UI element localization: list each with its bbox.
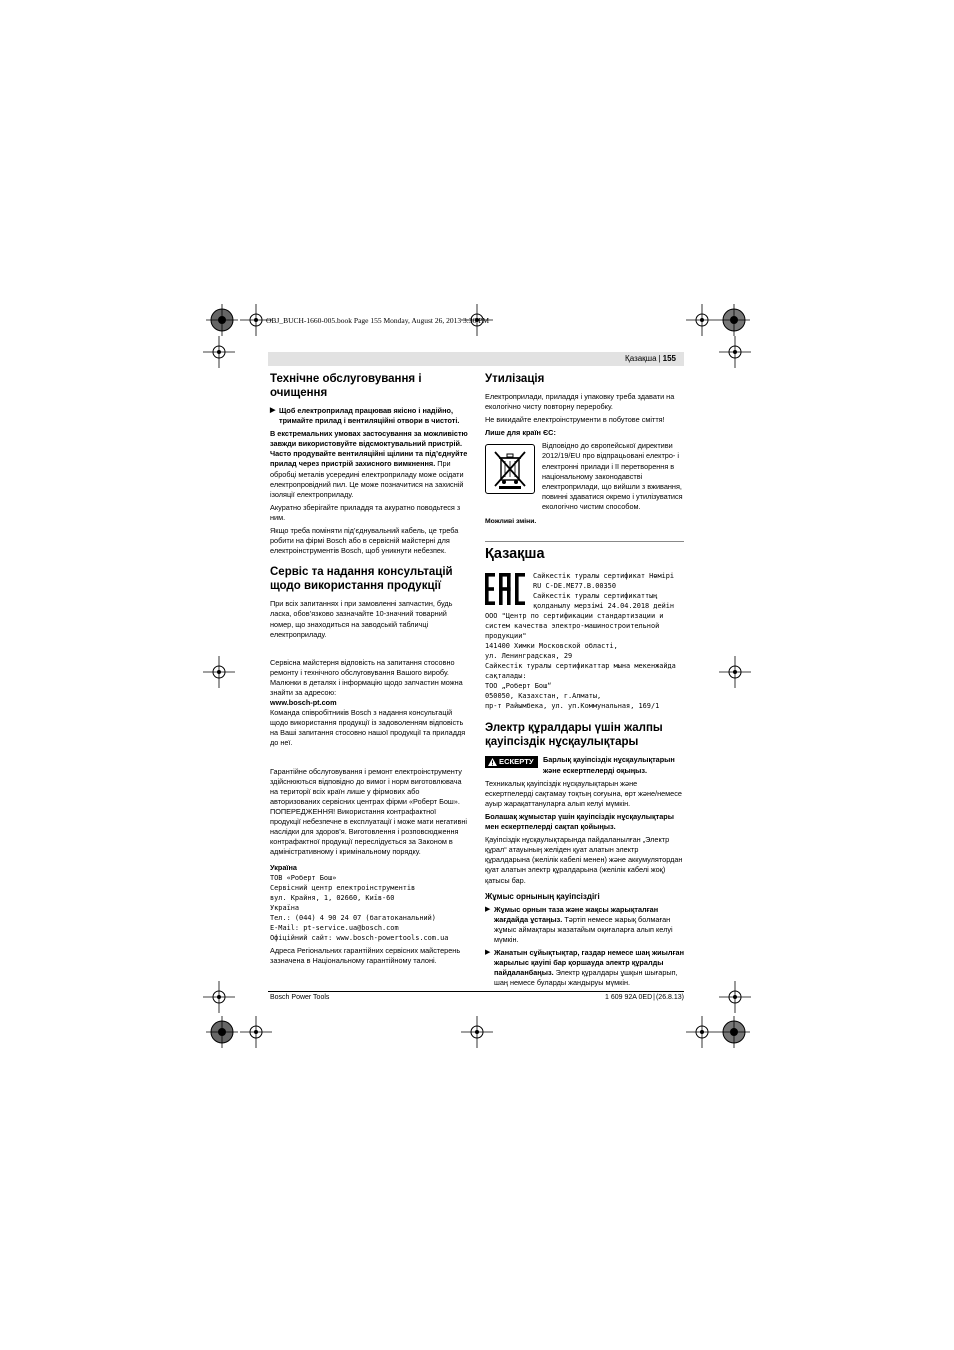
address-country: Україна: [270, 863, 297, 873]
bullet-1-rest: Тәртіп немесе жарық болмаған жұмыс аймақтары жазатайым оқиғаларға алып келуі мүмкін.: [494, 914, 673, 944]
eac-logo: [485, 573, 525, 605]
cert-line: RU C-DE.ME77.B.00350: [533, 582, 616, 591]
eu-only-label: Лише для країн ЄС:: [485, 428, 556, 438]
safety-title: Электр құралдары үшін жалпы қауіпсіздік нұсқаулықтары: [485, 722, 663, 749]
page-header: [268, 352, 684, 366]
crosshair-mark-upper-left: [203, 336, 235, 368]
footer-separator: |: [653, 994, 655, 1001]
maintenance-paragraph-1: [270, 429, 468, 500]
crosshair-mark-bottom-right: [686, 1016, 718, 1048]
section-divider: [485, 541, 684, 542]
address-line: ТОВ «Роберт Бош»: [270, 874, 337, 883]
registration-mark-bottom-left: [206, 1016, 238, 1048]
footer-date: (26.8.13): [655, 994, 684, 1001]
address-line: Тел.: (044) 4 90 24 07 (багатоканальний): [270, 914, 436, 923]
org-line: ул. Ленинградская, 29: [485, 652, 573, 661]
eu-directive-text: Відповідно до європейської директиви 2012/19/EU про відпрацьовані електро- і електронні прилади і її перетворення в національному законодавстві електроприлади, що вийшли з вживання, повинні здаватися окремо і утилізуватися екологічно чистим способом.: [542, 441, 683, 511]
safety-paragraph-2: Болашақ жұмыстар үшін қауіпсіздік нұсқаулықтары мен ескертпелерді сақтап қойыңыз.: [485, 811, 674, 832]
cert-line: Сайкестік туралы сертификат Нөмірі: [533, 572, 675, 581]
crosshair-mark-lower-left: [203, 981, 235, 1013]
crosshair-mark-lower-right: [719, 981, 751, 1013]
service-paragraph-5: Адреса Регіональних гарантійних сервісних майстерень зазначена в Національному гарантійному талоні.: [270, 946, 461, 966]
bullet-arrow-icon: ▶: [270, 407, 276, 414]
workplace-bullet-2: [485, 948, 684, 988]
maintenance-p1-rest: При обробці металів усередині електроприладу може осідати електропровідний пил. Це може позначитися на захисній ізоляції електроприладу.: [270, 459, 464, 499]
kazakh-section-title: Қазақша: [485, 546, 545, 563]
bullet-arrow-icon: ▶: [485, 905, 491, 913]
cert-line: Сайкестік туралы сертификаттың: [533, 592, 658, 601]
address-line: Сервісний центр електроінструментів: [270, 884, 416, 893]
org-line: 050050, Казахстан, г.Алматы,: [485, 692, 602, 701]
bullet-2-rest: Электр құралдары ұшқын шығарып, шаң немесе буларды жандыруы мүмкін.: [494, 968, 678, 988]
crosshair-mark-bottom-center: [461, 1016, 493, 1048]
bullet-1-bold: Жұмыс орнын таза және жақсы жарықталған жағдайда ұстаңыз.: [494, 904, 659, 924]
crosshair-mark-top-right: [686, 304, 718, 336]
left-column: [270, 372, 468, 970]
footer-rule: [268, 991, 684, 992]
crossed-bin-icon: [485, 444, 535, 494]
warning-text: Барлық қауіпсіздік нұсқаулықтарын және ескертпелерді оқыңыз.: [543, 755, 675, 775]
bullet-arrow-icon: ▶: [485, 949, 491, 957]
header-text: [625, 354, 676, 363]
org-line: ТОО „Роберт Бош“: [485, 682, 552, 691]
disposal-paragraph-1: Електроприлади, приладдя і упаковку треба здавати на екологічно чисту повторну переробку.: [485, 392, 675, 412]
print-info: OBJ_BUCH-1660-005.book Page 155 Monday, August 26, 2013 3:30 PM: [266, 316, 490, 325]
bullet-2-bold: Жанатын сұйықтықтар, газдар немесе шаң жиылған жарылыс қауіпі бар қоршауда электр құралды пайдаланбаңыз.: [494, 948, 685, 978]
right-column: [485, 372, 684, 991]
service-title: Сервіс та надання консультацій щодо використання продукції: [270, 566, 453, 593]
safety-paragraph-3: Қауіпсіздік нұсқаулықтарында пайдаланылған „Электр құрал“ атауының желіден қуат алатын электр құралдарына (желілік кабелі менен) және аккумулятордан қуат алатын электр құралдарына (желілік кабелі жоқ) қатысы бар.: [485, 835, 683, 885]
maintenance-paragraph-2: Акуратно зберігайте приладдя та акуратно поводьтеся з ним.: [270, 502, 461, 522]
changes-note: Можливі зміни.: [485, 518, 537, 526]
maintenance-paragraph-3: Якщо треба поміняти під’єднувальний кабель, це треба робити на фірмі Bosch або в сервісній майстерні для електроінструментів Bosch, щоб уникнути небезпек.: [270, 526, 459, 556]
disposal-paragraph-2: Не викидайте електроінструменти в побутове сміття!: [485, 415, 665, 425]
weee-block: [485, 441, 684, 513]
service-paragraph-4: Гарантійне обслуговування і ремонт електроінструменту здійснюються відповідно до вимог і норм виготовлювача на території всіх країн лише у фірмових або авторизованих сервісних центрах фірми «Роберт Бош». ПОПЕРЕДЖЕННЯ! Використання контрафактної продукції небезпечне в експлуатації і може мати негативні наслідки для здоров’я. Виготовлення і розповсюдження контрафактної продукції переслідується за Законом в адміністративному і кримінальному порядку.: [270, 766, 468, 857]
service-url-link[interactable]: www.bosch-pt.com: [270, 698, 337, 708]
header-language: Қазақша: [625, 354, 657, 363]
crosshair-mark-middle-left: [203, 656, 235, 688]
disposal-title: Утилізація: [485, 373, 545, 385]
org-line: ООО "Центр по сертификации стандартизации и систем качества электро-машиностроительной продукции": [485, 612, 664, 641]
warning-badge: [485, 756, 538, 768]
warning-row: [485, 755, 684, 775]
certificate-lines: [533, 571, 684, 611]
service-paragraph-2: [270, 658, 468, 749]
crosshair-mark-middle-right: [719, 656, 751, 688]
maintenance-bullet: [270, 406, 468, 426]
address-line: E-Mail: pt-service.ua@bosch.com: [270, 924, 399, 933]
org-line: пр-т Райымбека, ул. уп.Коммунальная, 169/1: [485, 702, 660, 711]
safety-paragraph-1: Техникалық қауіпсіздік нұсқаулықтарын және ескертпелерді сақтамау тоқтың соғуына, өрт және/немесе ауыр жарақаттануларға алып келуі мүмкін.: [485, 778, 682, 808]
footer-part-number: 1 609 92A 0ED: [605, 994, 653, 1001]
warning-badge-label: ЕСКЕРТУ: [499, 757, 534, 767]
service-p3-text: Команда співробітників Bosch з надання консультацій щодо використання продукції із задоволенням відповість на Ваші запитання стосовно нашої продукції та приладдя до неї.: [270, 708, 466, 748]
maintenance-bullet-text: Щоб електроприлад працював якісно і надійно, тримайте прилад і вентиляційні отвори в чистоті.: [279, 406, 460, 426]
address-line: вул. Крайня, 1, 02660, Київ-60: [270, 894, 395, 903]
org-line: Сайкестік туралы сертификаттар мына мекенжайда сақталады:: [485, 662, 676, 681]
registration-mark-bottom-right: [718, 1016, 750, 1048]
certification-org-block: [485, 611, 684, 711]
ukraine-address-block: [270, 863, 468, 943]
cert-line: қолданылу мерзімі 24.04.2018 дейін: [533, 602, 675, 611]
footer-code: [484, 994, 684, 1001]
registration-mark-top-right: [718, 304, 750, 336]
footer-brand: Bosch Power Tools: [270, 994, 330, 1001]
registration-mark-top-left: [206, 304, 238, 336]
service-paragraph-1: При всіх запитаннях і при замовленні запчастин, будь ласка, обов’язково зазначайте 10-значний товарний номер, що знаходиться на заводській табличці електроприладу.: [270, 599, 453, 639]
address-line: Офіційний сайт: www.bosch-powertools.com.ua: [270, 934, 449, 943]
eac-certificate-block: [485, 571, 684, 611]
workplace-bullet-1: [485, 905, 684, 945]
maintenance-title: Технічне обслуговування і очищення: [270, 373, 422, 399]
service-p2-text: Сервісна майстерня відповість на запитання стосовно ремонту і технічного обслуговування Вашого виробу. Малюнки в деталях і інформацію щодо запчастин можна знайти за адресою:: [270, 657, 463, 697]
header-separator: |: [658, 354, 661, 363]
crosshair-mark-bottom-left: [240, 1016, 272, 1048]
crosshair-mark-upper-right: [719, 336, 751, 368]
page-number: 155: [662, 354, 676, 363]
org-line: 141400 Химки Московской області,: [485, 642, 618, 651]
workplace-safety-title: Жұмыс орнының қауіпсіздігі: [485, 891, 600, 901]
address-line: Україна: [270, 904, 300, 913]
maintenance-p1-bold: В екстремальних умовах застосування за можливістю завжди використовуйте відсмоктувальний пристрій. Часто продувайте вентиляційні щілини та під’єднуйте прилад через пристрій захисного вимкнення.: [270, 429, 468, 469]
warning-triangle-icon: [488, 758, 497, 766]
